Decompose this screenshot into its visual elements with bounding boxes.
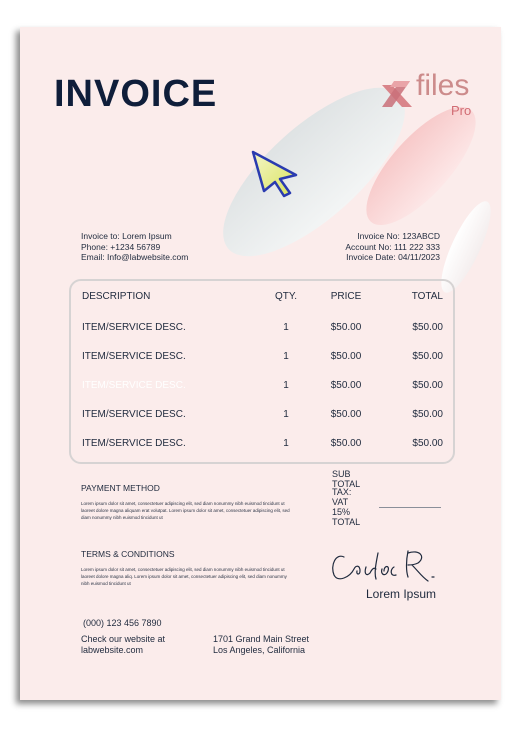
terms-text: Lorem ipsum dolor sit amet, consectetuer adipiscing elit, sed diam nonummy nibh euismod tincidunt ut laoreet dolore magna aliq. Lorem ipsum dolor sit amet, consectetuer adipiscing elit, sed diam nonummy nibh euismod tincidunt ut: [81, 567, 287, 586]
payment-title: PAYMENT METHOD: [81, 483, 160, 493]
table-row: [71, 322, 453, 336]
table-header: [71, 291, 453, 305]
header-total: TOTAL: [411, 291, 443, 302]
cursor-arrow-icon: [250, 149, 300, 199]
address-line-2: Los Angeles, California: [213, 645, 306, 655]
row-qty: 1: [283, 409, 289, 420]
invoice-date: Invoice Date: 04/11/2023: [346, 252, 440, 262]
account-number: Account No: 111 222 333: [345, 241, 440, 252]
header-price: PRICE: [330, 291, 362, 302]
table-row: [71, 380, 453, 394]
row-qty: 1: [283, 438, 289, 449]
bill-to-block: [81, 231, 188, 263]
row-description: ITEM/SERVICE DESC.: [82, 322, 186, 333]
row-price: $50.00: [330, 322, 362, 333]
address-line-1: 1701 Grand Main Street: [213, 634, 310, 644]
header-qty: QTY.: [274, 291, 298, 302]
row-price: $50.00: [330, 409, 362, 420]
logo-wordmark: files: [416, 69, 470, 102]
invoice-sheet: [20, 27, 501, 700]
row-total: $50.00: [412, 438, 443, 449]
row-description: ITEM/SERVICE DESC.: [82, 409, 186, 420]
invoice-number: Invoice No: 123ABCD: [357, 231, 440, 241]
header-description: DESCRIPTION: [82, 291, 151, 302]
row-description: ITEM/SERVICE DESC.: [82, 380, 186, 391]
contact-website: [81, 634, 165, 656]
bill-to-phone: Phone: +1234 56789: [81, 241, 161, 252]
table-row: [71, 438, 453, 452]
row-qty: 1: [283, 351, 289, 362]
bill-to-email: Email: Info@labwebsite.com: [81, 252, 189, 262]
row-price: $50.00: [330, 438, 362, 449]
contact-address: [213, 634, 309, 656]
row-description: ITEM/SERVICE DESC.: [82, 351, 186, 362]
terms-title: TERMS & CONDITIONS: [81, 549, 175, 559]
row-total: $50.00: [412, 409, 443, 420]
contact-phone: (000) 123 456 7890: [83, 618, 162, 628]
invoice-meta-block: [345, 231, 440, 263]
row-total: $50.00: [412, 322, 443, 333]
totals-divider: [379, 507, 441, 508]
signature-image: [326, 543, 444, 587]
table-row: [71, 409, 453, 423]
row-qty: 1: [283, 380, 289, 391]
signer-name: Lorem Ipsum: [366, 587, 437, 601]
subtotal-label: SUB TOTAL: [332, 469, 361, 489]
row-price: $50.00: [330, 351, 362, 362]
page-title: INVOICE: [54, 73, 218, 115]
logo-x-icon: [380, 77, 414, 109]
row-price: $50.00: [330, 380, 362, 391]
row-total: $50.00: [412, 351, 443, 362]
logo-tag: Pro: [451, 103, 472, 118]
row-total: $50.00: [412, 380, 443, 391]
website-line-1: Check our website at: [81, 634, 166, 644]
brand-logo: [380, 69, 490, 119]
items-table: [69, 279, 455, 464]
payment-text: Lorem ipsum dolor sit amet, consectetuer adipiscing elit, sed diam nonummy nibh euismod tincidunt ut laoreet dolore magna aliquam erat volutpat. Lorem ipsum dolor sit amet, consectetuer adipiscing elit, sed diam nonummy nibh euismod tincidunt ut: [81, 501, 290, 520]
website-line-2: labwebsite.com: [81, 645, 144, 655]
table-row: [71, 351, 453, 365]
total-label: TOTAL: [332, 517, 361, 527]
tax-label: TAX: VAT 15%: [332, 487, 352, 517]
row-description: ITEM/SERVICE DESC.: [82, 438, 186, 449]
bill-to-name: Invoice to: Lorem Ipsum: [81, 231, 172, 241]
row-qty: 1: [283, 322, 289, 333]
